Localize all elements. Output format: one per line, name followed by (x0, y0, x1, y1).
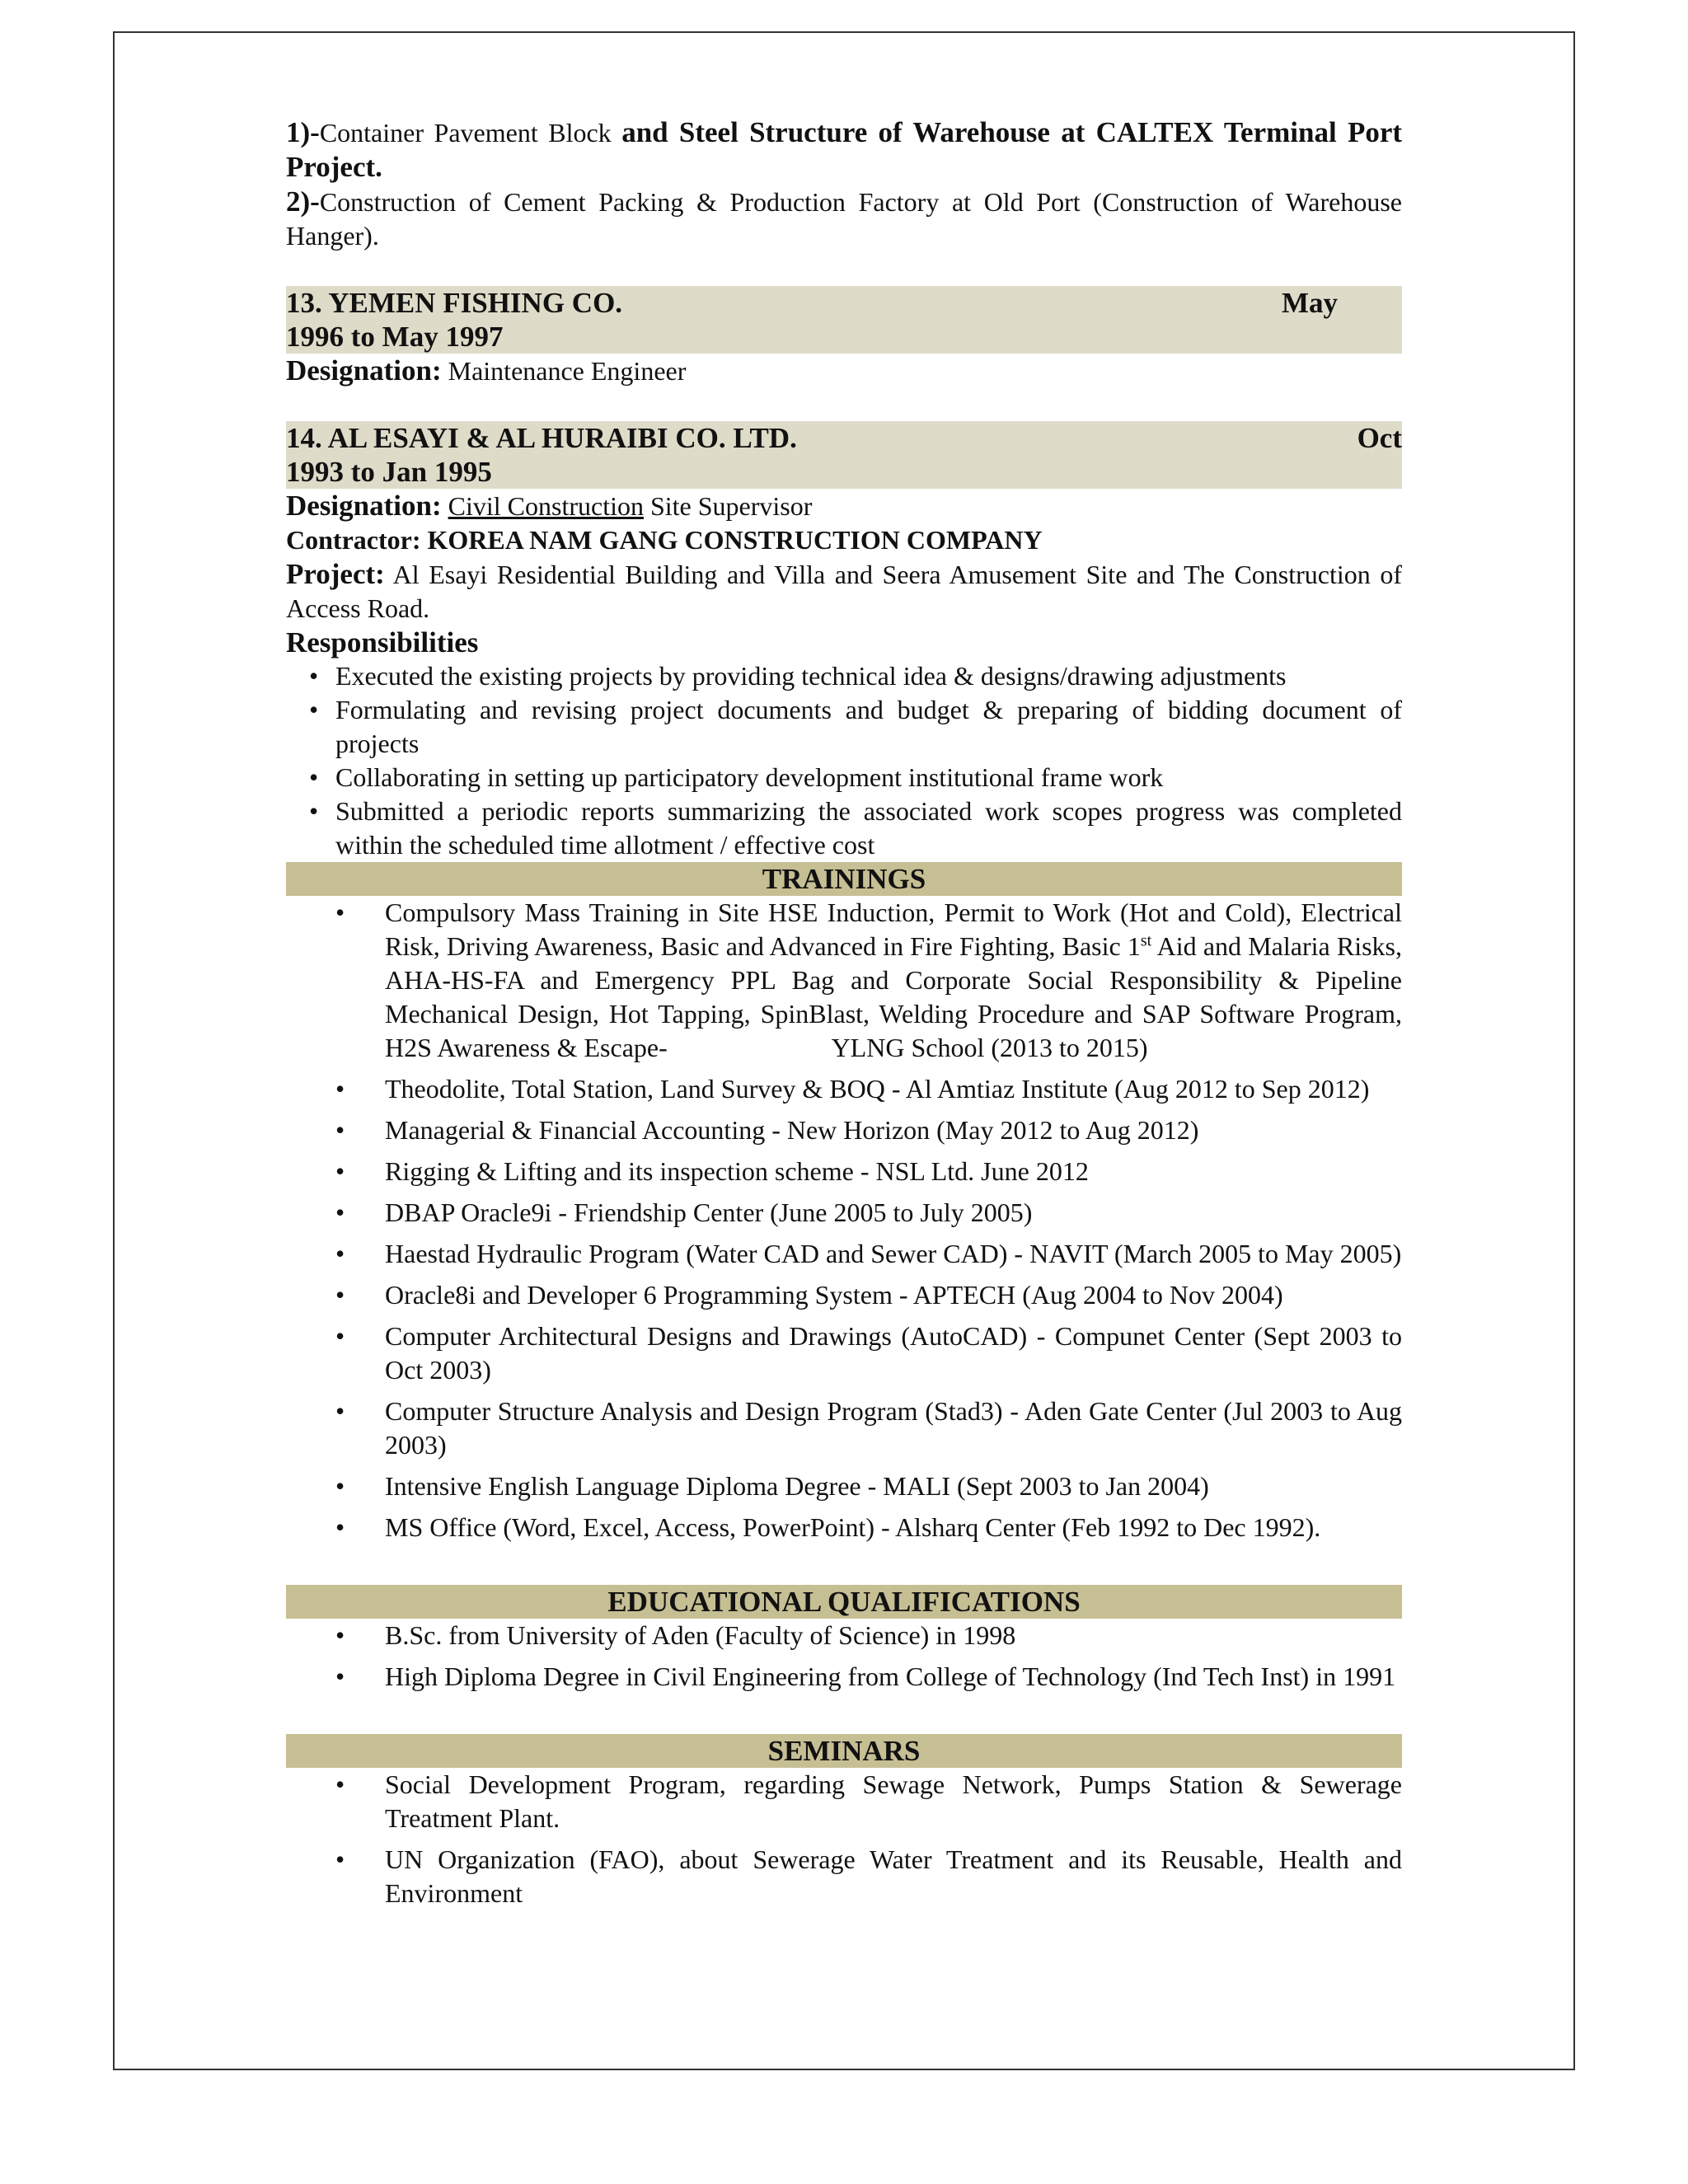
item-number: 2)- (286, 185, 320, 218)
project-value: Al Esayi Residential Building and Villa and Seera Amusement Site and The Construction of Access Road. (286, 560, 1403, 623)
designation-line (286, 489, 1402, 523)
list-item: • Executed the existing projects by providing technical idea & designs/drawing adjustments (286, 659, 1402, 693)
date-start: Oct (1357, 422, 1402, 454)
item-text-bold: and Steel Structure of Warehouse at CALTEX Terminal Port Project. (286, 116, 1403, 183)
resume-page-content (286, 115, 1409, 1918)
list-item: • Collaborating in setting up participatory development institutional frame work (286, 761, 1402, 794)
trainings-list (286, 896, 1409, 1544)
list-item: • B.Sc. from University of Aden (Faculty of Science) in 1998 (286, 1619, 1402, 1652)
date-start: May (1281, 287, 1338, 319)
list-item: • Managerial & Financial Accounting - New Horizon (May 2012 to Aug 2012) (286, 1113, 1402, 1147)
company-header-14 (286, 421, 1402, 489)
designation-line (286, 354, 1402, 388)
list-item: • Haestad Hydraulic Program (Water CAD and Sewer CAD) - NAVIT (March 2005 to May 2005) (286, 1237, 1402, 1271)
date-range: 1996 to May 1997 (286, 321, 504, 353)
spacer (286, 1552, 1402, 1585)
contractor-line (286, 523, 1402, 557)
item-text: Construction of Cement Packing & Production Factory at Old Port (Construction of Warehouse Hanger). (286, 187, 1402, 251)
contractor-value: KOREA NAM GANG CONSTRUCTION COMPANY (427, 525, 1043, 555)
item-number: 1)- (286, 116, 320, 148)
list-item: • Computer Structure Analysis and Design Program (Stad3) - Aden Gate Center (Jul 2003 to Aug 2003) (286, 1394, 1402, 1462)
list-item: • Social Development Program, regarding Sewage Network, Pumps Station & Sewerage Treatment Plant. (286, 1768, 1402, 1835)
spacer (286, 1701, 1402, 1734)
seminars-list (286, 1768, 1402, 1910)
company-header-13 (286, 286, 1402, 354)
item-text: Container Pavement Block (319, 118, 622, 148)
list-item: • Rigging & Lifting and its inspection scheme - NSL Ltd. June 2012 (286, 1155, 1402, 1188)
designation-value: Site Supervisor (643, 491, 813, 521)
trainings-heading: TRAININGS (286, 862, 1402, 896)
contractor-label: Contractor: (286, 525, 421, 555)
company-title: 14. AL ESAYI & AL HURAIBI CO. LTD. (286, 422, 797, 454)
project-label: Project: (286, 558, 385, 590)
designation-value: Maintenance Engineer (448, 356, 687, 386)
responsibilities-list (286, 659, 1402, 862)
superscript: st (1140, 931, 1152, 950)
list-item: • Oracle8i and Developer 6 Programming System - APTECH (Aug 2004 to Nov 2004) (286, 1278, 1402, 1312)
list-item: • Intensive English Language Diploma Degree - MALI (Sept 2003 to Jan 2004) (286, 1469, 1402, 1503)
training-text: Aid and Malaria Risks, AHA-HS-FA and Emergency PPL Bag and Corporate Social Responsibility & Pipeline Mechanical Design, Hot Tapping, SpinBlast, Welding Procedure and SAP Software Program, H2S Awareness & Escape- YLNG School (2013 to 2015) (385, 931, 1409, 1062)
training-text: Compulsory Mass Training in Site HSE Induction, Permit to Work (Hot and Cold), Electrical Risk, Driving Awareness, Basic and Advanced in Fire Fighting, Basic 1 (385, 898, 1402, 961)
list-item: • UN Organization (FAO), about Sewerage Water Treatment and its Reusable, Health and Environment (286, 1843, 1402, 1910)
designation-underlined: Civil Construction (448, 491, 644, 521)
company-title: 13. YEMEN FISHING CO. (286, 287, 623, 319)
designation-label: Designation: (286, 354, 442, 387)
project-item-2 (286, 185, 1402, 253)
seminars-heading: SEMINARS (286, 1734, 1402, 1768)
education-heading: EDUCATIONAL QUALIFICATIONS (286, 1585, 1402, 1619)
project-item-1 (286, 115, 1402, 185)
list-item: • DBAP Oracle9i - Friendship Center (June 2005 to July 2005) (286, 1196, 1402, 1230)
responsibilities-heading: Responsibilities (286, 626, 479, 658)
list-item: • Submitted a periodic reports summarizing the associated work scopes progress was completed within the scheduled time allotment / effective cost (286, 794, 1402, 862)
education-list (286, 1619, 1402, 1694)
designation-label: Designation: (286, 490, 442, 522)
list-item: • Computer Architectural Designs and Drawings (AutoCAD) - Compunet Center (Sept 2003 to Oct 2003) (286, 1319, 1402, 1387)
project-line (286, 557, 1402, 626)
list-item: • High Diploma Degree in Civil Engineering from College of Technology (Ind Tech Inst) in 1991 (286, 1660, 1402, 1694)
list-item: • Theodolite, Total Station, Land Survey & BOQ - Al Amtiaz Institute (Aug 2012 to Sep 2012) (286, 1072, 1402, 1106)
date-range: 1993 to Jan 1995 (286, 456, 492, 488)
list-item: • Formulating and revising project documents and budget & preparing of bidding document of projects (286, 693, 1402, 761)
list-item: • MS Office (Word, Excel, Access, PowerPoint) - Alsharq Center (Feb 1992 to Dec 1992). (286, 1511, 1402, 1544)
list-item (286, 896, 1409, 1065)
